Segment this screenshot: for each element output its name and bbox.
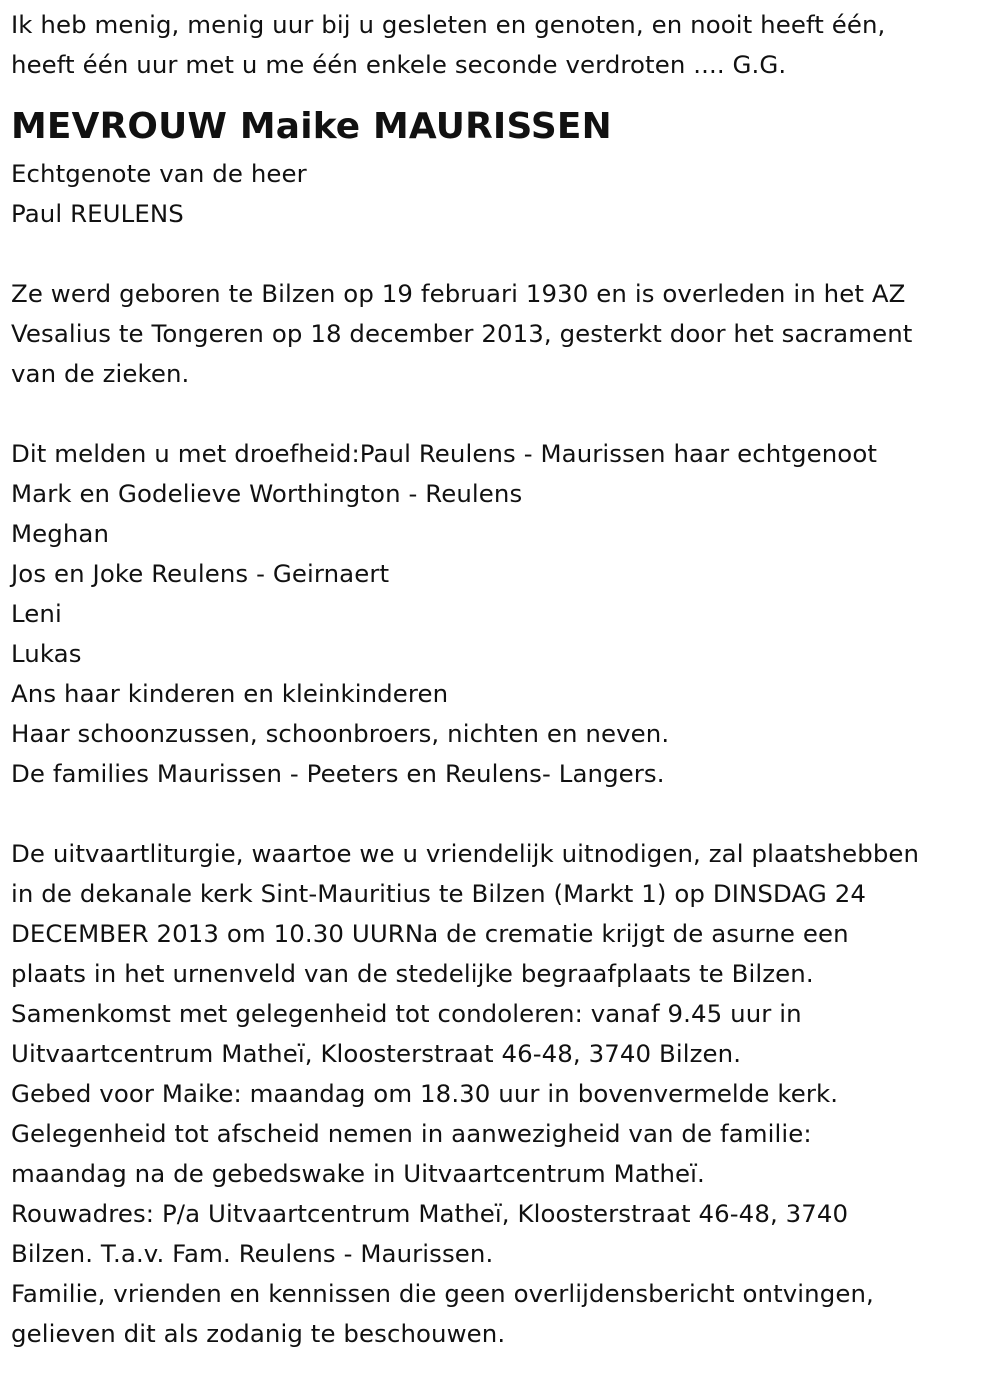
- ceremony-line: plaats in het urnenveld van de stedelijke begraafplaats te Bilzen.: [11, 959, 814, 988]
- family-line: Leni: [11, 599, 62, 628]
- spouse-line: Echtgenote van de heer: [11, 159, 307, 188]
- spacer: [11, 394, 996, 434]
- spouse-line: Paul REULENS: [11, 199, 184, 228]
- ceremony-line: in de dekanale kerk Sint-Mauritius te Bilzen (Markt 1) op DINSDAG 24: [11, 879, 866, 908]
- ceremony-line: Gelegenheid tot afscheid nemen in aanwezigheid van de familie:: [11, 1119, 812, 1148]
- family-line: Lukas: [11, 639, 82, 668]
- ceremony-line: maandag na de gebedswake in Uitvaartcentrum Matheï.: [11, 1159, 705, 1188]
- spouse-block: [11, 154, 996, 234]
- ceremony-line: Gebed voor Maike: maandag om 18.30 uur in bovenvermelde kerk.: [11, 1079, 839, 1108]
- ceremony-line: Samenkomst met gelegenheid tot condoleren: vanaf 9.45 uur in: [11, 999, 802, 1028]
- family-line: De families Maurissen - Peeters en Reulens- Langers.: [11, 759, 665, 788]
- ceremony-line: Uitvaartcentrum Matheï, Kloosterstraat 46-48, 3740 Bilzen.: [11, 1039, 742, 1068]
- quote-line: heeft één uur met u me één enkele seconde verdroten .... G.G.: [11, 50, 787, 79]
- family-line: Haar schoonzussen, schoonbroers, nichten en neven.: [11, 719, 670, 748]
- quote-line: Ik heb menig, menig uur bij u gesleten en genoten, en nooit heeft één,: [11, 10, 886, 39]
- ceremony-line: Familie, vrienden en kennissen die geen overlijdensbericht ontvingen,: [11, 1279, 874, 1308]
- family-line: Ans haar kinderen en kleinkinderen: [11, 679, 449, 708]
- family-line: Dit melden u met droefheid:Paul Reulens - Maurissen haar echtgenoot: [11, 439, 878, 468]
- birth-death-line: Vesalius te Tongeren op 18 december 2013, gesterkt door het sacrament: [11, 319, 913, 348]
- ceremony-line: Rouwadres: P/a Uitvaartcentrum Matheï, Kloosterstraat 46-48, 3740: [11, 1199, 849, 1228]
- spacer: [11, 794, 996, 834]
- deceased-name-title: MEVROUW Maike MAURISSEN: [11, 106, 612, 147]
- family-line: Meghan: [11, 519, 110, 548]
- ceremony-line: DECEMBER 2013 om 10.30 UURNa de crematie krijgt de asurne een: [11, 919, 849, 948]
- family-line: Mark en Godelieve Worthington - Reulens: [11, 479, 523, 508]
- birth-death-block: [11, 274, 996, 394]
- quote-block: [11, 5, 996, 85]
- birth-death-line: Ze werd geboren te Bilzen op 19 februari 1930 en is overleden in het AZ: [11, 279, 906, 308]
- family-line: Jos en Joke Reulens - Geirnaert: [11, 559, 390, 588]
- spacer: [11, 234, 996, 274]
- family-block: [11, 434, 996, 794]
- ceremony-line: De uitvaartliturgie, waartoe we u vriendelijk uitnodigen, zal plaatshebben: [11, 839, 920, 868]
- birth-death-line: van de zieken.: [11, 359, 190, 388]
- obituary-document: [11, 5, 996, 1354]
- ceremony-line: Bilzen. T.a.v. Fam. Reulens - Maurissen.: [11, 1239, 494, 1268]
- ceremony-block: [11, 834, 996, 1354]
- ceremony-line: gelieven dit als zodanig te beschouwen.: [11, 1319, 506, 1348]
